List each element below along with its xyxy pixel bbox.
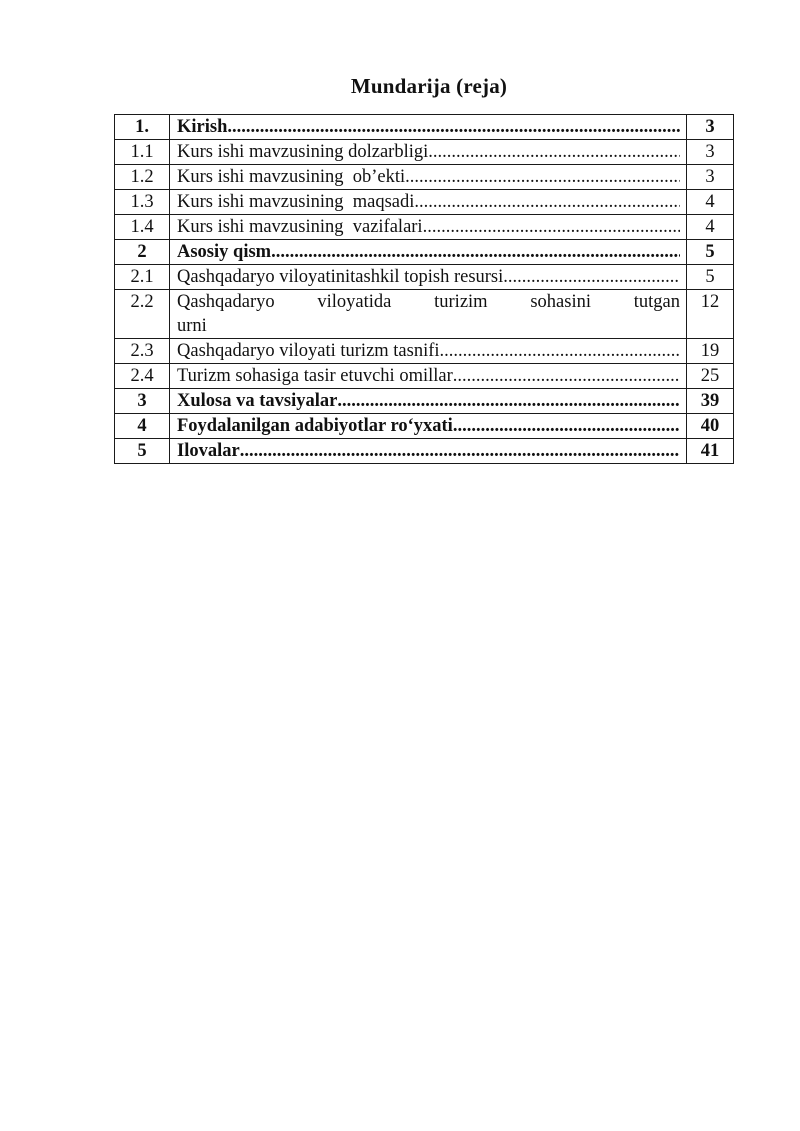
toc-section-title: Kirish ..... (170, 115, 687, 140)
toc-row (115, 240, 734, 265)
toc-row (115, 439, 734, 464)
toc-section-number: 1.3 (115, 190, 170, 215)
toc-page-number: 19 (687, 339, 734, 364)
toc-row (115, 215, 734, 240)
toc-section-title: Kurs ishi mavzusining vazifalari ..... (170, 215, 687, 240)
toc-section-number: 4 (115, 414, 170, 439)
toc-row (115, 414, 734, 439)
toc-section-title: Qashqadaryo viloyatinitashkil topish resursi ..... (170, 265, 687, 290)
toc-section-title: Xulosa va tavsiyalar ..... (170, 389, 687, 414)
toc-page-number: 40 (687, 414, 734, 439)
toc-section-number: 1.4 (115, 215, 170, 240)
toc-page-number: 3 (687, 115, 734, 140)
toc-section-number: 1.2 (115, 165, 170, 190)
toc-section-title: Qashqadaryo viloyatida turizim sohasini tutgan urni (170, 290, 687, 339)
dot-leader (227, 115, 680, 139)
toc-row (115, 339, 734, 364)
toc-section-number: 2 (115, 240, 170, 265)
toc-section-title: Asosiy qism ..... (170, 240, 687, 265)
dot-leader (503, 265, 680, 289)
toc-page-number: 4 (687, 215, 734, 240)
toc-section-title: Kurs ishi mavzusining maqsadi ..... (170, 190, 687, 215)
toc-row (115, 190, 734, 215)
page-title: Mundarija (reja) (350, 74, 508, 98)
dot-leader (271, 240, 680, 264)
toc-section-title: Kurs ishi mavzusining dolzarbligi ..... (170, 140, 687, 165)
toc-row (115, 290, 734, 339)
dot-leader (428, 140, 680, 164)
toc-row (115, 115, 734, 140)
dot-leader (405, 165, 680, 189)
toc-page-number: 25 (687, 364, 734, 389)
toc-page-number: 5 (687, 265, 734, 290)
toc-page-number: 41 (687, 439, 734, 464)
toc-row (115, 165, 734, 190)
dot-leader (453, 414, 680, 438)
toc-page-number: 12 (687, 290, 734, 339)
dot-leader (414, 190, 680, 214)
toc-page-number: 39 (687, 389, 734, 414)
toc-row (115, 364, 734, 389)
toc-page-number: 3 (687, 165, 734, 190)
toc-section-title: Turizm sohasiga tasir etuvchi omillar ..... (170, 364, 687, 389)
toc-section-number: 1.1 (115, 140, 170, 165)
toc-section-number: 5 (115, 439, 170, 464)
dot-leader (240, 439, 680, 463)
toc-section-number: 3 (115, 389, 170, 414)
toc-row (115, 389, 734, 414)
toc-section-title: Foydalanilgan adabiyotlar ro‘yxati ..... (170, 414, 687, 439)
toc-page-number: 3 (687, 140, 734, 165)
toc-section-number: 2.3 (115, 339, 170, 364)
toc-page-number: 5 (687, 240, 734, 265)
toc-section-number: 2.4 (115, 364, 170, 389)
toc-row (115, 265, 734, 290)
table-of-contents (114, 114, 734, 464)
dot-leader (337, 389, 680, 413)
toc-row (115, 140, 734, 165)
toc-section-number: 1. (115, 115, 170, 140)
dot-leader (440, 339, 680, 363)
toc-section-title: Qashqadaryo viloyati turizm tasnifi ..... (170, 339, 687, 364)
toc-section-number: 2.2 (115, 290, 170, 339)
toc-page-number: 4 (687, 190, 734, 215)
dot-leader (423, 215, 680, 239)
dot-leader (453, 364, 680, 388)
toc-section-title: Kurs ishi mavzusining ob’ekti ..... (170, 165, 687, 190)
toc-section-title: Ilovalar ..... (170, 439, 687, 464)
toc-section-number: 2.1 (115, 265, 170, 290)
dot-leader (207, 314, 680, 338)
